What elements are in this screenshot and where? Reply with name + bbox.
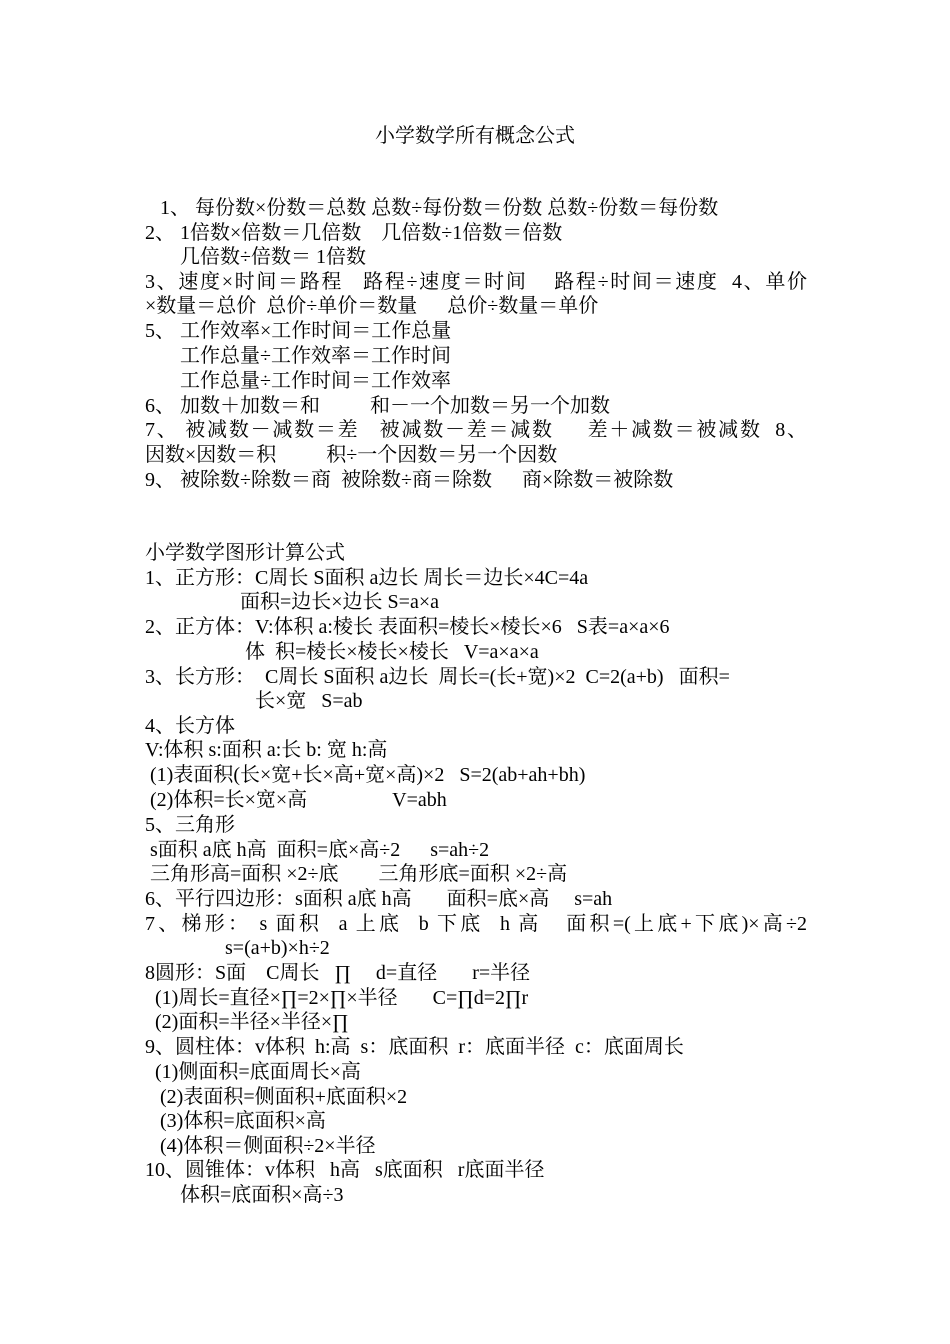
text-line: 体积=底面积×高÷3 — [145, 1184, 344, 1206]
text-line: (2)表面积=侧面积+底面积×2 — [145, 1086, 408, 1108]
text-line: 7、梯形： s 面积 a 上底 b 下底 h 高 面积=(上底+下底)×高÷2 — [145, 913, 807, 935]
section-title: 小学数学图形计算公式 — [145, 542, 345, 564]
text-line: 体 积=棱长×棱长×棱长 V=a×a×a — [145, 641, 539, 663]
text-line: ×数量＝总价 总价÷单价＝数量 总价÷数量＝单价 — [145, 295, 599, 317]
text-line: 因数×因数＝积 积÷一个因数＝另一个因数 — [145, 444, 558, 466]
text-line: 4、长方体 — [145, 715, 235, 737]
text-line: 6、 加数＋加数＝和 和－一个加数＝另一个加数 — [145, 395, 610, 417]
page-title: 小学数学所有概念公式 — [375, 125, 575, 147]
text-line: 1、正方形：C周长 S面积 a边长 周长＝边长×4C=4a — [145, 567, 589, 589]
text-line: 2、 1倍数×倍数＝几倍数 几倍数÷1倍数＝倍数 — [145, 222, 563, 244]
text-line: 7、 被减数－减数＝差 被减数－差＝减数 差＋减数＝被减数 8、 — [145, 419, 807, 441]
text-line: 几倍数÷倍数＝ 1倍数 — [145, 246, 366, 268]
text-line: 3、速度×时间＝路程 路程÷速度＝时间 路程÷时间＝速度 4、单价 — [145, 271, 807, 293]
text-line: 5、三角形 — [145, 814, 235, 836]
text-line: V:体积 s:面积 a:长 b: 宽 h:高 — [145, 739, 388, 761]
text-line: 3、长方形： C周长 S面积 a边长 周长=(长+宽)×2 C=2(a+b) 面积= — [145, 666, 730, 688]
text-line: (1)侧面积=底面周长×高 — [145, 1061, 361, 1083]
text-line: 5、 工作效率×工作时间＝工作总量 — [145, 320, 452, 342]
text-line: (4)体积＝侧面积÷2×半径 — [145, 1135, 376, 1157]
text-line: 9、圆柱体：v体积 h:高 s：底面积 r：底面半径 c：底面周长 — [145, 1036, 684, 1058]
text-line: (2)体积=长×宽×高 V=abh — [145, 789, 447, 811]
text-line: s=(a+b)×h÷2 — [145, 937, 330, 959]
text-line: 1、 每份数×份数＝总数 总数÷每份数＝份数 总数÷份数＝每份数 — [145, 197, 719, 219]
text-line: (1)表面积(长×宽+长×高+宽×高)×2 S=2(ab+ah+bh) — [145, 764, 586, 786]
text-line: 6、平行四边形：s面积 a底 h高 面积=底×高 s=ah — [145, 888, 613, 910]
text-line: 工作总量÷工作时间＝工作效率 — [145, 370, 451, 392]
text-line: (3)体积=底面积×高 — [145, 1110, 326, 1132]
text-line: (1)周长=直径×∏=2×∏×半径 C=∏d=2∏r — [145, 987, 529, 1009]
text-line: 面积=边长×边长 S=a×a — [145, 591, 439, 613]
text-line: 8圆形：S面 C周长 ∏ d=直径 r=半径 — [145, 962, 531, 984]
text-line: (2)面积=半径×半径×∏ — [145, 1011, 349, 1033]
text-line: 长×宽 S=ab — [145, 690, 363, 712]
text-line: s面积 a底 h高 面积=底×高÷2 s=ah÷2 — [145, 839, 490, 861]
text-line: 工作总量÷工作效率＝工作时间 — [145, 345, 451, 367]
text-line: 2、正方体：V:体积 a:棱长 表面积=棱长×棱长×6 S表=a×a×6 — [145, 616, 670, 638]
text-line: 三角形高=面积 ×2÷底 三角形底=面积 ×2÷高 — [145, 863, 568, 885]
text-line: 10、圆锥体：v体积 h高 s底面积 r底面半径 — [145, 1159, 545, 1181]
text-line: 9、 被除数÷除数＝商 被除数÷商＝除数 商×除数＝被除数 — [145, 469, 674, 491]
